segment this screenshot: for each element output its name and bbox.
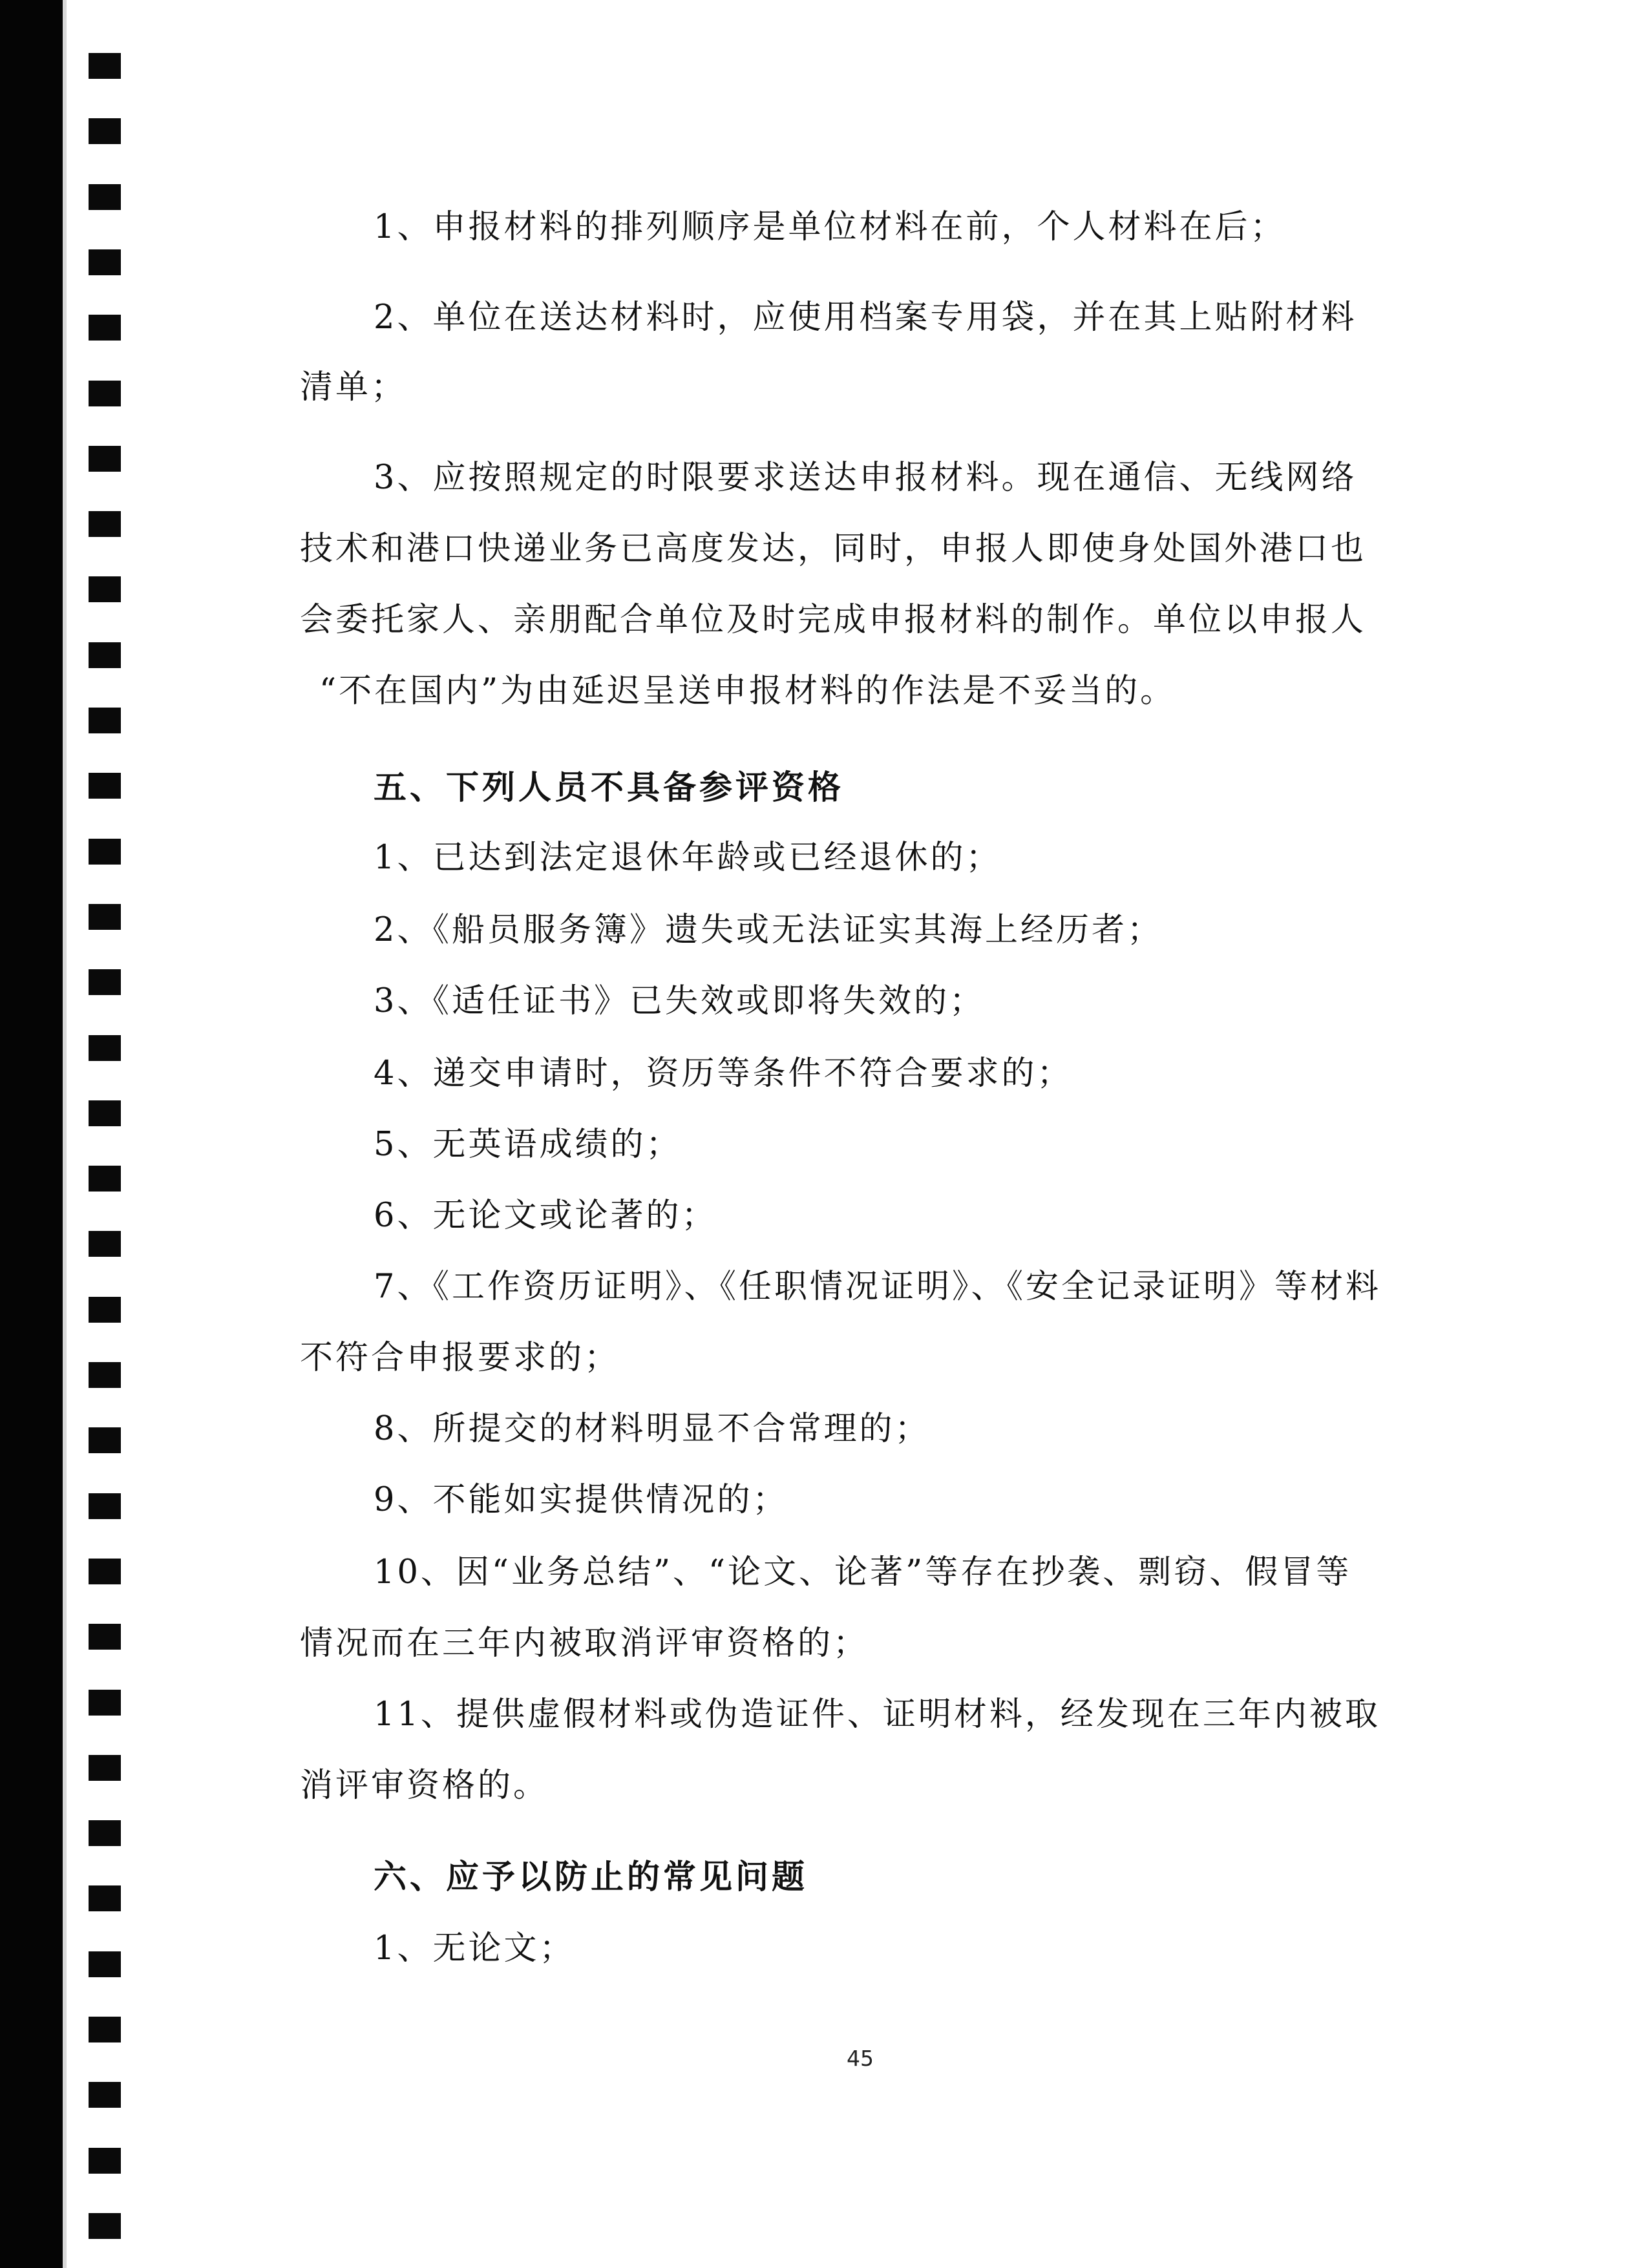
item-2-archive-bag: 2、单位在送达材料时，应使用档案专用袋，并在其上贴附材料 <box>374 299 1357 337</box>
section-6-heading: 六、应予以防止的常见问题 <box>374 1858 808 1896</box>
page-number: 45 <box>847 2046 874 2071</box>
section-5-item-5: 5、无英语成绩的； <box>374 1126 682 1164</box>
section-5-item-9: 9、不能如实提供情况的； <box>374 1481 788 1519</box>
section-5-item-8: 8、所提交的材料明显不合常理的； <box>374 1410 931 1448</box>
section-5-heading: 五、下列人员不具备参评资格 <box>374 769 845 807</box>
section-5-item-4: 4、递交申请时，资历等条件不符合要求的； <box>374 1055 1073 1093</box>
item-3-deadline-cont-1: 技术和港口快递业务已高度发达，同时，申报人即使身处国外港口也 <box>300 530 1367 568</box>
section-5-item-11-cont: 消评审资格的。 <box>300 1767 549 1805</box>
section-5-item-2: 2、《船员服务簿》遗失或无法证实其海上经历者； <box>374 911 1163 949</box>
section-6-item-1: 1、无论文； <box>374 1929 575 1968</box>
section-5-item-7: 7、《工作资历证明》、《任职情况证明》、《安全记录证明》等材料 <box>374 1268 1381 1306</box>
section-5-item-3: 3、《适任证书》已失效或即将失效的； <box>374 982 985 1020</box>
section-5-item-10-cont: 情况而在三年内被取消评审资格的； <box>300 1624 869 1663</box>
section-5-item-7-cont: 不符合申报要求的； <box>300 1339 620 1377</box>
section-5-item-10: 10、因“业务总结”、“论文、论著”等存在抄袭、剽窃、假冒等 <box>374 1553 1352 1591</box>
item-3-deadline: 3、应按照规定的时限要求送达申报材料。现在通信、无线网络 <box>374 459 1357 497</box>
section-5-item-1: 1、已达到法定退休年龄或已经退休的； <box>374 839 1002 877</box>
item-1-material-order: 1、申报材料的排列顺序是单位材料在前，个人材料在后； <box>374 208 1286 246</box>
item-3-deadline-cont-3: “不在国内”为由延迟呈送申报材料的作法是不妥当的。 <box>319 672 1176 710</box>
item-2-archive-bag-cont: 清单； <box>300 368 407 406</box>
section-5-item-11: 11、提供虚假材料或伪造证件、证明材料，经发现在三年内被取 <box>374 1696 1380 1734</box>
section-5-item-6: 6、无论文或论著的； <box>374 1197 717 1235</box>
item-3-deadline-cont-2: 会委托家人、亲朋配合单位及时完成申报材料的制作。单位以申报人 <box>300 601 1367 639</box>
